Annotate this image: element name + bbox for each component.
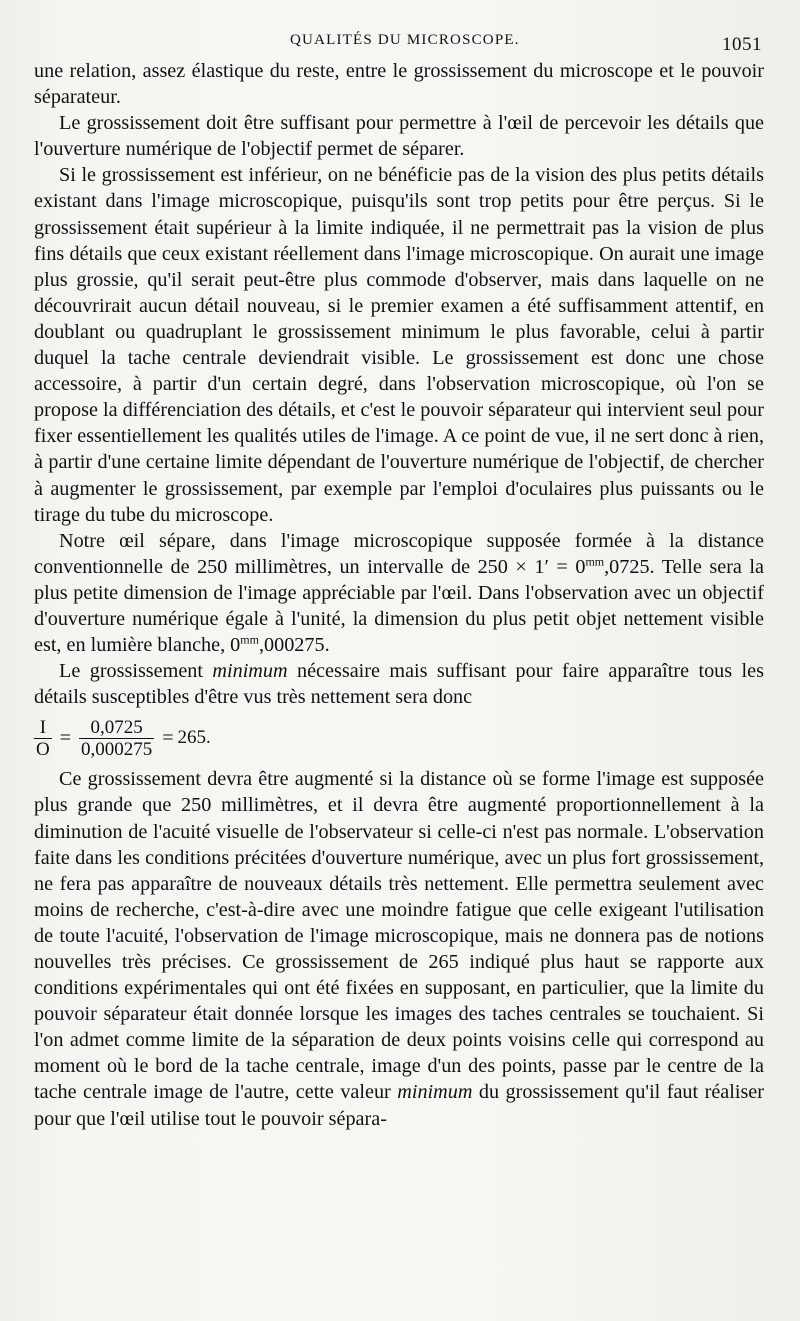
paragraph-1: une relation, assez élastique du reste, entre le grossissement du microscope et le pouvoir séparateur.: [34, 60, 764, 109]
paragraph-6-emphasis: minimum: [397, 1081, 473, 1104]
formula-rhs-numerator: 0,0725: [90, 716, 143, 738]
paragraph-5: [34, 658, 764, 710]
paragraph-4: [34, 528, 764, 658]
paragraph-6-part-a: Ce grossissement devra être augmenté si la distance où se forme l'image est supposée plus grande que 250 millimètres, et il devra être augmenté proportionnellement à la diminution de l'acuité visuelle de l'observateur si celle-ci n'est pas normale. L'observation faite dans les conditions précitées d'ouverture numérique, avec un plus fort grossissement, ne fera pas apparaître de nouveaux détails très nettement. Elle permettra seulement avec moins de recherche, c'est-à-dire avec une moindre fatigue que celle exigeant l'utilisation de toute l'acuité, l'observation de l'image microscopique, mais ne donnera pas de notions nouvelles très précises. Ce grossissement de 265 indiqué plus haut se rapporte aux conditions expérimentales qui ont été fixées en supposant, en particulier, que la limite du pouvoir séparateur était donnée lorsque les images des taches centrales se touchaient. Si l'on admet comme limite de la séparation de deux points voisins celle qui correspond au moment où le bord de la tache centrale, image d'un des points, passe par le centre de la tache centrale image de l'autre, cette valeur: [34, 768, 764, 1104]
formula-lhs-fraction: [34, 717, 52, 760]
formula-equals-1: =: [59, 727, 72, 750]
formula-rhs-fraction: [79, 717, 154, 760]
body-text: [34, 58, 764, 1132]
paragraph-4-part-c: ,000275.: [258, 634, 330, 657]
unit-mm-2: mm: [240, 632, 259, 647]
paragraph-4-part-b: ,0725. Telle sera la plus petite dimension de l'image appréciable par l'œil. Dans l'observation avec un objectif d'ouverture numérique égale à l'unité, la dimension du plus petit objet nettement visible est, en lumière blanche, 0: [34, 555, 764, 657]
formula-lhs-denominator: O: [36, 738, 50, 760]
page-number: 1051: [722, 34, 762, 55]
unit-mm-1: mm: [585, 554, 605, 569]
paragraph-6: [34, 766, 764, 1131]
formula-result: 265.: [177, 727, 211, 749]
paragraph-5-part-b: nécessaire mais suffisant pour faire apparaître tous les détails susceptibles d'être vus très nettement sera donc: [34, 660, 764, 709]
paragraph-6-part-b: du grossissement qu'il faut réaliser pour que l'œil utilise tout le pouvoir sépara-: [34, 1081, 764, 1130]
formula-lhs-numerator: I: [39, 716, 47, 738]
paragraph-2: Le grossissement doit être suffisant pour permettre à l'œil de percevoir les détails que l'ouverture numérique de l'objectif permet de séparer.: [34, 112, 764, 161]
paragraph-3: Si le grossissement est inférieur, on ne bénéficie pas de la vision des plus petits détails existant dans l'image microscopique, puisqu'ils sont trop petits pour être perçus. Si le grossissement était supérieur à la limite indiquée, il ne permettrait pas la vision de plus fins détails que ceux existant réellement dans l'image microscopique. On aurait une image plus grossie, qu'il serait peut-être plus commode d'observer, mais dans laquelle on ne découvrirait aucun détail nouveau, si le premier examen a été suffisamment attentif, en doublant ou quadruplant le grossissement minimum le plus favorable, celui à partir duquel la tache centrale deviendrait visible. Le grossissement est donc une chose accessoire, à partir d'un certain degré, dans l'observation microscopique, où l'on se propose la différenciation des détails, et c'est le pouvoir séparateur qui intervient seul pour fixer essentiellement les qualités utiles de l'image. A ce point de vue, il ne sert donc à rien, à partir d'une certaine limite dépendant de l'ouverture numérique de l'objectif, de chercher à augmenter le grossissement, par exemple par l'emploi d'oculaires plus puissants ou le tirage du tube du microscope.: [34, 164, 764, 526]
formula-rhs-denominator: 0,000275: [81, 738, 153, 760]
paragraph-5-part-a: Le grossissement: [59, 660, 213, 683]
formula-equals-2: =: [162, 727, 174, 750]
paragraph-5-emphasis: minimum: [212, 660, 288, 683]
paragraph-4-part-a: Notre œil sépare, dans l'image microscopique supposée formée à la distance conventionnelle de 250 millimètres, un intervalle de 250 × 1′ = 0: [34, 529, 764, 578]
magnification-formula: [34, 712, 764, 764]
running-head: QUALITÉS DU MICROSCOPE.: [290, 32, 520, 48]
